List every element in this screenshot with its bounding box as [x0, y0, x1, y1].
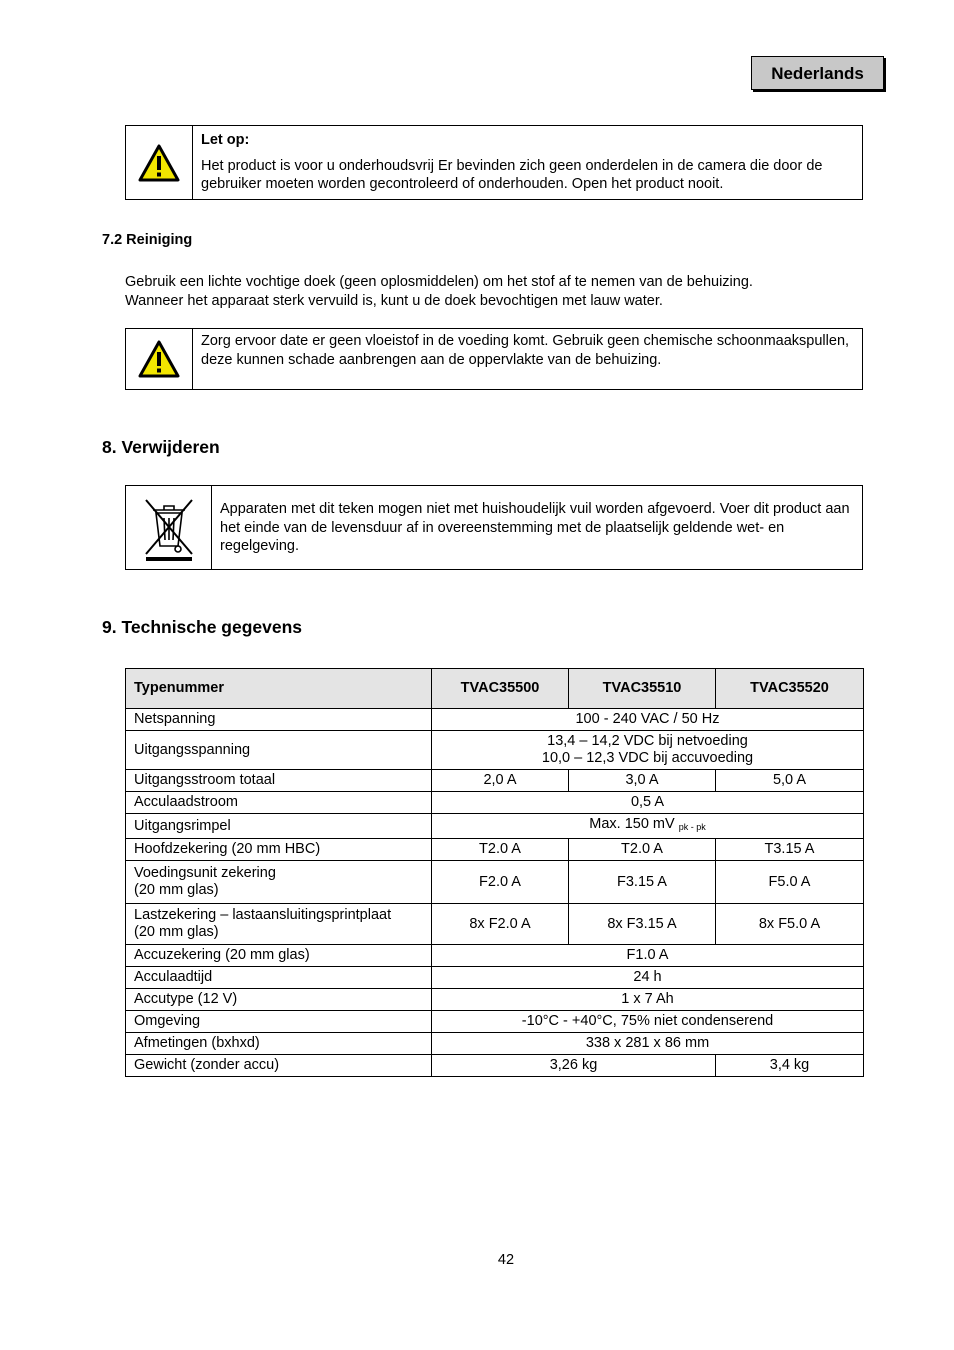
header-tvac35500: TVAC35500 — [432, 669, 569, 709]
caution-text-cell — [193, 329, 862, 389]
row-value — [432, 814, 864, 839]
label-line-2: (20 mm glas) — [134, 924, 219, 940]
warning-triangle-icon — [137, 339, 181, 379]
disposal-box — [125, 485, 863, 570]
row-label: Afmetingen (bxhxd) — [126, 1033, 432, 1055]
crossed-out-wheelie-bin-icon — [140, 494, 198, 562]
row-value: 3,4 kg — [716, 1055, 864, 1077]
row-value: 2,0 A — [432, 770, 569, 792]
row-label: Uitgangsspanning — [126, 731, 432, 770]
section-8-heading: 8. Verwijderen — [102, 437, 220, 457]
table-row — [126, 945, 864, 967]
caution-icon-cell — [126, 126, 193, 199]
ripple-subscript: pk - pk — [678, 822, 706, 832]
table-row — [126, 814, 864, 839]
caution-text: Zorg ervoor date er geen vloeistof in de voeding komt. Gebruik geen chemische schoonmaakspullen, deze kunnen schade aanbrengen aan de oppervlakte van de behuizing. — [201, 333, 850, 368]
row-value: 0,5 A — [432, 792, 864, 814]
value-line-2: 10,0 – 12,3 VDC bij accuvoeding — [541, 750, 754, 766]
row-value — [432, 731, 864, 770]
row-value: F5.0 A — [716, 861, 864, 904]
row-value: 8x F5.0 A — [716, 904, 864, 945]
header-typenummer: Typenummer — [126, 669, 432, 709]
row-value: 8x F3.15 A — [569, 904, 716, 945]
disposal-text: Apparaten met dit teken mogen niet met huishoudelijk vuil worden afgevoerd. Voer dit product aan het einde van de levensduur af in overeenstemming met de plaatselijk geldende wet- en regelgeving. — [220, 501, 850, 554]
row-value: T2.0 A — [432, 839, 569, 861]
row-label: Netspanning — [126, 709, 432, 731]
row-value: 5,0 A — [716, 770, 864, 792]
row-value: 24 h — [432, 967, 864, 989]
row-value: -10°C - +40°C, 75% niet condenserend — [432, 1011, 864, 1033]
table-row — [126, 839, 864, 861]
table-row — [126, 904, 864, 945]
header-tvac35510: TVAC35510 — [569, 669, 716, 709]
label-line-1: Lastzekering – lastaansluitingsprintplaat — [134, 907, 392, 923]
row-label — [126, 904, 432, 945]
label-line-2: (20 mm glas) — [134, 882, 219, 898]
row-value: 338 x 281 x 86 mm — [432, 1033, 864, 1055]
caution-box-2 — [125, 328, 863, 390]
label-line-1: Voedingsunit zekering — [134, 865, 276, 881]
row-label: Gewicht (zonder accu) — [126, 1055, 432, 1077]
warning-triangle-icon — [137, 143, 181, 183]
row-label — [126, 861, 432, 904]
header-tvac35520: TVAC35520 — [716, 669, 864, 709]
row-value: T2.0 A — [569, 839, 716, 861]
table-row — [126, 861, 864, 904]
caution-text: Het product is voor u onderhoudsvrij Er bevinden zich geen onderdelen in de camera die door de gebruiker moeten worden gecontroleerd of onderhouden. Open het product nooit. — [201, 157, 823, 192]
row-value: 100 - 240 VAC / 50 Hz — [432, 709, 864, 731]
caution-title: Let op: — [201, 132, 250, 148]
row-label: Acculaadtijd — [126, 967, 432, 989]
row-value: F2.0 A — [432, 861, 569, 904]
technical-data-table — [125, 668, 864, 1077]
row-value: 1 x 7 Ah — [432, 989, 864, 1011]
disposal-text-cell — [212, 486, 862, 569]
cleaning-line-1: Gebruik een lichte vochtige doek (geen oplosmiddelen) om het stof af te nemen van de behuizing. — [125, 274, 753, 290]
ripple-value: Max. 150 mV — [589, 816, 675, 832]
row-value: T3.15 A — [716, 839, 864, 861]
table-row — [126, 770, 864, 792]
section-9-heading: 9. Technische gegevens — [102, 617, 303, 637]
caution-text-cell — [193, 126, 862, 199]
table-row — [126, 967, 864, 989]
caution-icon-cell — [126, 329, 193, 389]
section-7-2-heading: 7.2 Reiniging — [102, 232, 193, 248]
row-label: Uitgangsstroom totaal — [126, 770, 432, 792]
caution-box-1 — [125, 125, 863, 200]
row-label: Uitgangsrimpel — [126, 814, 432, 839]
cleaning-line-2: Wanneer het apparaat sterk vervuild is, kunt u de doek bevochtigen met lauw water. — [125, 293, 663, 309]
page-number: 42 — [497, 1252, 515, 1268]
table-header-row — [126, 669, 864, 709]
row-value: 3,0 A — [569, 770, 716, 792]
value-line-1: 13,4 – 14,2 VDC bij netvoeding — [547, 733, 748, 749]
row-label: Accutype (12 V) — [126, 989, 432, 1011]
language-tab: Nederlands — [751, 56, 884, 90]
table-row — [126, 792, 864, 814]
table-row — [126, 1033, 864, 1055]
disposal-icon-cell — [126, 486, 212, 569]
row-value: 3,26 kg — [432, 1055, 716, 1077]
row-label: Hoofdzekering (20 mm HBC) — [126, 839, 432, 861]
row-value: F1.0 A — [432, 945, 864, 967]
row-value: 8x F2.0 A — [432, 904, 569, 945]
table-row — [126, 731, 864, 770]
row-label: Acculaadstroom — [126, 792, 432, 814]
row-value: F3.15 A — [569, 861, 716, 904]
table-row — [126, 1011, 864, 1033]
row-label: Omgeving — [126, 1011, 432, 1033]
table-row — [126, 709, 864, 731]
cleaning-paragraph — [125, 273, 753, 311]
row-label: Accuzekering (20 mm glas) — [126, 945, 432, 967]
table-row — [126, 1055, 864, 1077]
table-row — [126, 989, 864, 1011]
